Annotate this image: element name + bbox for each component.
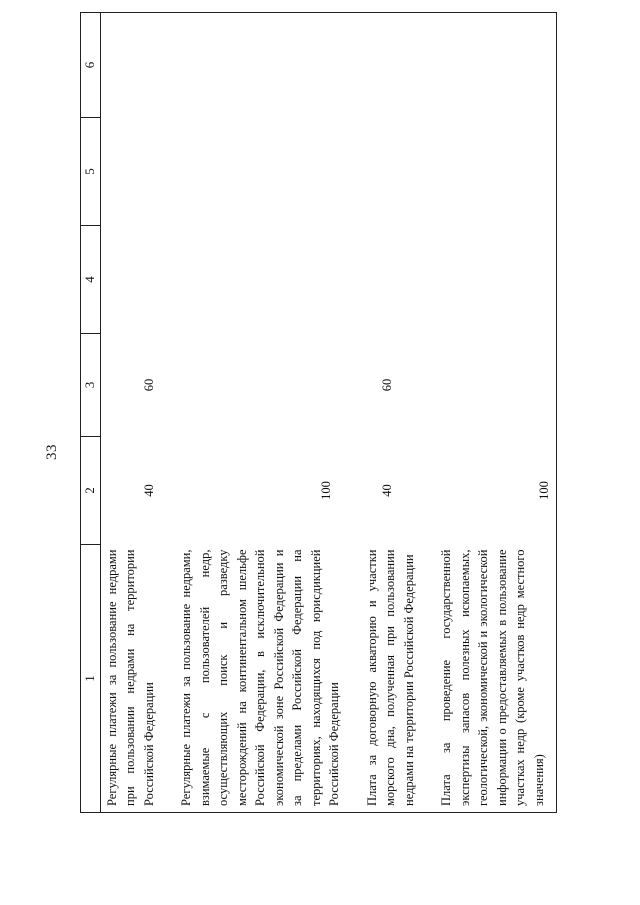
column-header-3: 3 bbox=[81, 334, 101, 437]
page-number: 33 bbox=[44, 444, 60, 460]
cell-col3: 60 bbox=[141, 378, 156, 392]
cell-col5 bbox=[436, 118, 557, 226]
column-header-6: 6 bbox=[81, 13, 101, 118]
cell-col5 bbox=[100, 118, 176, 226]
cell-col6 bbox=[100, 13, 176, 118]
row-name: Плата за договорную акваторию и участки морского дна, полученная при пользовании недрами на территории Российской Федерации bbox=[364, 549, 416, 806]
cell-col6 bbox=[436, 13, 557, 118]
row-name: Регулярные платежи за пользование недрами, взимаемые с пользователей недр, осуществляющих поиск и разведку месторождений на континентальном шельфе Российской Федерации, в исключительной экономической зоне Российской Федерации и за пределами Российской Федерации на территориях, находящихся под юрисдикцией Российской Федерации bbox=[179, 549, 341, 806]
budget-table bbox=[80, 12, 557, 813]
cell-col5 bbox=[362, 118, 437, 226]
cell-col2: 40 bbox=[379, 484, 394, 497]
cell-col4 bbox=[176, 226, 362, 334]
row-name: Плата за проведение государственной экспертизы запасов полезных ископаемых, геологической, экономической и экологической информации о предоставляемых в пользование участках недр (кроме участков недр местного значения) bbox=[439, 549, 546, 806]
cell-col5 bbox=[176, 118, 362, 226]
header-row bbox=[81, 13, 101, 813]
table-row bbox=[176, 13, 362, 813]
table-row bbox=[362, 13, 437, 813]
cell-col6 bbox=[362, 13, 437, 118]
cell-col6 bbox=[176, 13, 362, 118]
cell-col2: 100 bbox=[319, 481, 333, 500]
table-row bbox=[100, 13, 176, 813]
table-row bbox=[436, 13, 557, 813]
cell-col4 bbox=[100, 226, 176, 334]
column-header-4: 4 bbox=[81, 226, 101, 334]
column-header-1: 1 bbox=[81, 545, 101, 813]
cell-col3 bbox=[436, 334, 557, 437]
cell-col2: 100 bbox=[436, 437, 557, 545]
cell-col4 bbox=[362, 226, 437, 334]
cell-col2: 40 bbox=[141, 484, 156, 497]
column-header-5: 5 bbox=[81, 118, 101, 226]
column-header-2: 2 bbox=[81, 437, 101, 545]
cell-col4 bbox=[436, 226, 557, 334]
row-name: Регулярные платежи за пользование недрами при пользовании недрами на территории Российской Федерации bbox=[104, 549, 156, 806]
cell-col3: 60 bbox=[379, 378, 394, 392]
cell-col3 bbox=[176, 334, 362, 437]
